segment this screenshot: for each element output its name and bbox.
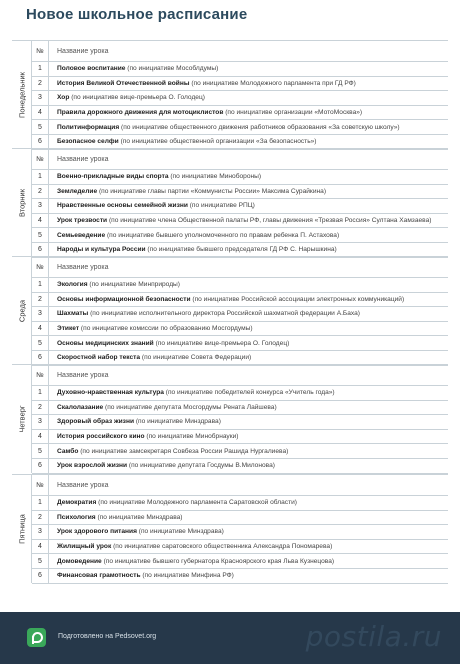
lesson-row — [32, 569, 448, 584]
lesson-initiator-note: (по инициативе Минобрнауки) — [144, 433, 239, 441]
lesson-name — [49, 354, 448, 361]
lesson-name — [49, 188, 448, 195]
header-num: № — [32, 41, 49, 61]
lesson-title: Половое воспитание — [57, 65, 126, 73]
pedsovet-logo-icon[interactable] — [27, 628, 46, 647]
day-block — [12, 364, 448, 473]
lesson-number: 6 — [32, 243, 49, 257]
lesson-title: Нравственные основы семейной жизни — [57, 202, 188, 210]
lesson-number: 6 — [32, 569, 49, 583]
lesson-title: Финансовая грамотность — [57, 572, 141, 580]
lesson-title: Военно-прикладные виды спорта — [57, 173, 169, 181]
lesson-initiator-note: (по инициативе бывшего уполномоченного по правам ребенка П. Астахова) — [105, 231, 340, 239]
lesson-initiator-note: (по инициативе бывшего губернатора Красноярского края Льва Кузнецова) — [101, 557, 335, 565]
lesson-title: Правила дорожного движения для мотоциклистов — [57, 109, 224, 117]
lesson-initiator-note: (по инициативе бывшего председателя ГД РФ С. Нарышкина) — [145, 246, 337, 254]
lesson-name — [49, 389, 448, 396]
lesson-name — [49, 514, 448, 521]
lesson-name — [49, 310, 448, 317]
lesson-row — [32, 444, 448, 459]
lesson-number: 2 — [32, 401, 49, 415]
lesson-title: Политинформация — [57, 123, 120, 131]
lesson-name — [49, 246, 448, 253]
lesson-title: Земледелие — [57, 187, 98, 195]
lesson-initiator-note: (по инициативе Мособлдумы) — [125, 65, 219, 73]
lesson-row — [32, 322, 448, 337]
lesson-number: 4 — [32, 214, 49, 228]
lesson-title: Основы медицинских знаний — [57, 339, 154, 347]
lesson-name — [49, 558, 448, 565]
lesson-title: Домоведение — [57, 557, 102, 565]
lesson-initiator-note: (по инициативе организации «МотоМосква») — [223, 109, 363, 117]
lesson-title: Духовно-нравственная культура — [57, 389, 164, 397]
lesson-name — [49, 340, 448, 347]
lesson-initiator-note: (по инициативе саратовского общественника Александра Пономарева) — [111, 543, 333, 551]
table-header-row — [32, 365, 448, 386]
lesson-title: Жилищный урок — [57, 543, 112, 551]
lesson-number: 6 — [32, 459, 49, 473]
lesson-initiator-note: (по инициативе замсекретаря Совбеза России Рашида Нургалиева) — [78, 447, 289, 455]
lesson-name — [49, 572, 448, 579]
lesson-number: 4 — [32, 430, 49, 444]
lesson-name — [49, 296, 448, 303]
day-block — [12, 256, 448, 365]
lesson-row — [32, 525, 448, 540]
lesson-name — [49, 94, 448, 101]
lesson-title: Демократия — [57, 499, 97, 507]
lesson-title: Экология — [57, 281, 88, 289]
lesson-name — [49, 138, 448, 145]
day-label: Понедельник — [17, 71, 26, 118]
lesson-name — [49, 232, 448, 239]
lesson-initiator-note: (по инициативе депутата Мосгордумы Рената Лайшева) — [103, 403, 277, 411]
day-block — [12, 148, 448, 257]
lesson-number: 5 — [32, 228, 49, 242]
lesson-row — [32, 120, 448, 135]
lesson-initiator-note: (по инициативе Минздрава) — [134, 418, 221, 426]
lesson-row — [32, 62, 448, 77]
lesson-row — [32, 185, 448, 200]
lesson-initiator-note: (по инициативе Молодежного парламента Саратовской области) — [96, 499, 297, 507]
lesson-initiator-note: (по инициативе Минприроды) — [87, 281, 180, 289]
lesson-initiator-note: (по инициативе члена Общественной палаты РФ, главы движения «Трезвая Россия» Султана Хамзаева) — [107, 217, 432, 225]
lesson-number: 5 — [32, 336, 49, 350]
header-num: № — [32, 149, 49, 169]
lesson-initiator-note: (по инициативе комиссии по образованию Мосгордумы) — [79, 325, 253, 333]
lesson-title: Урок взрослой жизни — [57, 462, 128, 470]
lesson-name — [49, 173, 448, 180]
lesson-number: 1 — [32, 62, 49, 76]
lesson-name — [49, 202, 448, 209]
header-name: Название урока — [57, 155, 109, 163]
lesson-number: 3 — [32, 91, 49, 105]
lesson-initiator-note: (по инициативе Совета Федерации) — [140, 354, 252, 362]
lesson-row — [32, 540, 448, 555]
day-label: Вторник — [17, 188, 26, 217]
lesson-number: 3 — [32, 525, 49, 539]
footer — [0, 612, 460, 664]
lesson-number: 6 — [32, 135, 49, 149]
header-name: Название урока — [57, 263, 109, 271]
lesson-number: 1 — [32, 278, 49, 292]
lesson-title: Скалолазание — [57, 403, 104, 411]
day-label: Четверг — [17, 405, 26, 433]
lesson-number: 2 — [32, 185, 49, 199]
lesson-name — [49, 448, 448, 455]
table-header-row — [32, 257, 448, 278]
lesson-number: 3 — [32, 415, 49, 429]
lesson-name — [49, 80, 448, 87]
day-block — [12, 40, 448, 149]
lesson-number: 1 — [32, 496, 49, 510]
lesson-initiator-note: (по инициативе РПЦ) — [187, 202, 255, 210]
lesson-row — [32, 278, 448, 293]
page-title: Новое школьное расписание — [26, 6, 248, 23]
lesson-title: Урок трезвости — [57, 217, 108, 225]
day-label-column — [12, 41, 32, 149]
lesson-row — [32, 415, 448, 430]
lesson-row — [32, 554, 448, 569]
header-name: Название урока — [57, 47, 109, 55]
lesson-number: 1 — [32, 170, 49, 184]
lesson-name — [49, 433, 448, 440]
lesson-number: 3 — [32, 199, 49, 213]
lesson-row — [32, 228, 448, 243]
lesson-number: 4 — [32, 322, 49, 336]
header-name: Название урока — [57, 481, 109, 489]
lesson-initiator-note: (по инициативе Минздрава) — [95, 513, 183, 521]
lesson-row — [32, 214, 448, 229]
lesson-name — [49, 124, 448, 131]
lesson-initiator-note: (по инициативе Минздрава) — [136, 528, 224, 536]
lesson-number: 6 — [32, 351, 49, 365]
lesson-row — [32, 401, 448, 416]
lesson-number: 1 — [32, 386, 49, 400]
lesson-row — [32, 293, 448, 308]
header-num: № — [32, 257, 49, 277]
lesson-name — [49, 499, 448, 506]
lesson-title: Народы и культура России — [57, 246, 146, 254]
lesson-row — [32, 511, 448, 526]
lesson-initiator-note: (по инициативе победителей конкурса «Учитель года») — [163, 389, 335, 397]
lesson-name — [49, 325, 448, 332]
lesson-name — [49, 281, 448, 288]
lesson-row — [32, 170, 448, 185]
lesson-initiator-note: (по инициативе Минфина РФ) — [140, 572, 234, 580]
lesson-row — [32, 496, 448, 511]
lesson-title: Этикет — [57, 325, 80, 333]
lesson-initiator-note: (по инициативе депутата Госдумы В.Милонова) — [127, 462, 275, 470]
lesson-initiator-note: (по инициативе Минобороны) — [168, 173, 262, 181]
day-label-column — [12, 149, 32, 257]
lesson-title: История Великой Отечественной войны — [57, 79, 190, 87]
lesson-number: 4 — [32, 540, 49, 554]
lesson-name — [49, 543, 448, 550]
day-label: Пятница — [17, 513, 26, 544]
lesson-row — [32, 199, 448, 214]
day-block — [12, 474, 448, 583]
lesson-title: Безопасное селфи — [57, 138, 119, 146]
lesson-title: Семьеведение — [57, 231, 106, 239]
lesson-initiator-note: (по инициативе исполнительного директора Российской шахматной федерации А.Баха) — [88, 310, 360, 318]
lesson-initiator-note: (по инициативе общественного движения работников образования «За советскую школу») — [119, 123, 400, 131]
lesson-name — [49, 462, 448, 469]
lesson-number: 5 — [32, 444, 49, 458]
lesson-initiator-note: (по инициативе вице-премьера О. Голодец) — [69, 94, 205, 102]
lesson-title: Урок здорового питания — [57, 528, 137, 536]
lesson-name — [49, 528, 448, 535]
lesson-title: Шахматы — [57, 310, 89, 318]
lesson-number: 5 — [32, 120, 49, 134]
lesson-title: Психология — [57, 513, 96, 521]
lesson-title: Скоростной набор текста — [57, 354, 141, 362]
header-num: № — [32, 475, 49, 495]
watermark: postila.ru — [305, 620, 442, 653]
day-label-column — [12, 365, 32, 473]
lesson-initiator-note: (по инициативе вице-премьера О. Голодец) — [153, 339, 290, 347]
lesson-name — [49, 217, 448, 224]
day-label: Среда — [17, 299, 26, 322]
day-label-column — [12, 475, 32, 583]
lesson-row — [32, 430, 448, 445]
table-header-row — [32, 149, 448, 170]
lesson-initiator-note: (по инициативе главы партии «Коммунисты России» Максима Сурайкина) — [97, 187, 327, 195]
lesson-number: 2 — [32, 293, 49, 307]
table-header-row — [32, 475, 448, 496]
footer-credit[interactable]: Подготовлено на Pedsovet.org — [58, 633, 157, 640]
lesson-name — [49, 404, 448, 411]
lesson-row — [32, 386, 448, 401]
lesson-row — [32, 336, 448, 351]
lesson-row — [32, 91, 448, 106]
lesson-title: Самбо — [57, 447, 79, 455]
table-header-row — [32, 41, 448, 62]
lesson-name — [49, 65, 448, 72]
lesson-number: 5 — [32, 554, 49, 568]
day-label-column — [12, 257, 32, 365]
lesson-row — [32, 106, 448, 121]
header-num: № — [32, 365, 49, 385]
lesson-initiator-note: (по инициативе Российской ассоциации электронных коммуникаций) — [190, 295, 405, 303]
lesson-number: 4 — [32, 106, 49, 120]
lesson-number: 2 — [32, 511, 49, 525]
lesson-title: История российского кино — [57, 433, 145, 441]
lesson-name — [49, 109, 448, 116]
lesson-number: 2 — [32, 77, 49, 91]
lesson-title: Хор — [57, 94, 70, 102]
lesson-row — [32, 459, 448, 474]
lesson-title: Основы информационной безопасности — [57, 295, 191, 303]
lesson-name — [49, 418, 448, 425]
lesson-title: Здоровый образ жизни — [57, 418, 134, 426]
header-name: Название урока — [57, 371, 109, 379]
lesson-initiator-note: (по инициативе общественной организации «За безопасность») — [118, 138, 317, 146]
lesson-row — [32, 307, 448, 322]
lesson-initiator-note: (по инициативе Молодежного парламента при ГД РФ) — [189, 79, 356, 87]
lesson-number: 3 — [32, 307, 49, 321]
lesson-row — [32, 77, 448, 92]
